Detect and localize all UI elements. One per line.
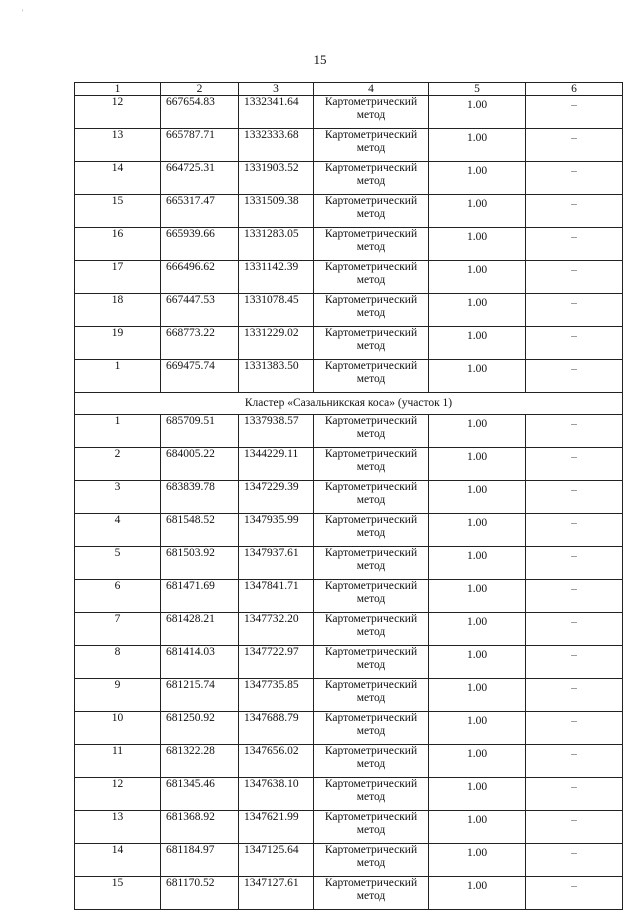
dash-cell: – — [526, 844, 623, 877]
table-row — [75, 195, 623, 228]
page-number: 15 — [313, 52, 327, 67]
dash-cell: – — [526, 96, 623, 129]
accuracy-cell: 1.00 — [429, 162, 526, 195]
point-number-cell: 9 — [75, 679, 161, 712]
dash-cell: – — [526, 360, 623, 393]
coordinates-table — [74, 82, 623, 910]
point-number-cell: 15 — [75, 877, 161, 910]
dash-cell: – — [526, 811, 623, 844]
table-row — [75, 778, 623, 811]
dash-cell: – — [526, 679, 623, 712]
x-coordinate-cell: 681503.92 — [161, 547, 239, 580]
method-cell: Картометрический метод — [314, 448, 429, 481]
method-cell: Картометрический метод — [314, 195, 429, 228]
x-coordinate-cell: 681548.52 — [161, 514, 239, 547]
method-cell: Картометрический метод — [314, 129, 429, 162]
table-row — [75, 646, 623, 679]
method-cell: Картометрический метод — [314, 96, 429, 129]
x-coordinate-cell: 681471.69 — [161, 580, 239, 613]
x-coordinate-cell: 681428.21 — [161, 613, 239, 646]
y-coordinate-cell: 1331142.39 — [239, 261, 314, 294]
dash-cell: – — [526, 646, 623, 679]
method-cell: Картометрический метод — [314, 844, 429, 877]
table-row — [75, 547, 623, 580]
accuracy-cell: 1.00 — [429, 712, 526, 745]
point-number-cell: 10 — [75, 712, 161, 745]
table-row — [75, 481, 623, 514]
header-cell: 5 — [429, 83, 526, 96]
y-coordinate-cell: 1347722.97 — [239, 646, 314, 679]
method-cell: Картометрический метод — [314, 294, 429, 327]
dash-cell: – — [526, 514, 623, 547]
x-coordinate-cell: 684005.22 — [161, 448, 239, 481]
accuracy-cell: 1.00 — [429, 844, 526, 877]
accuracy-cell: 1.00 — [429, 679, 526, 712]
header-cell: 4 — [314, 83, 429, 96]
point-number-cell: 4 — [75, 514, 161, 547]
header-row — [75, 83, 623, 96]
table-row — [75, 745, 623, 778]
dash-cell: – — [526, 327, 623, 360]
accuracy-cell: 1.00 — [429, 448, 526, 481]
table-row — [75, 712, 623, 745]
y-coordinate-cell: 1337938.57 — [239, 415, 314, 448]
point-number-cell: 8 — [75, 646, 161, 679]
header-cell: 2 — [161, 83, 239, 96]
accuracy-cell: 1.00 — [429, 195, 526, 228]
cluster-title: Кластер «Сазальникская коса» (участок 1) — [75, 393, 623, 415]
method-cell: Картометрический метод — [314, 327, 429, 360]
accuracy-cell: 1.00 — [429, 96, 526, 129]
accuracy-cell: 1.00 — [429, 129, 526, 162]
header-cell: 3 — [239, 83, 314, 96]
y-coordinate-cell: 1331078.45 — [239, 294, 314, 327]
y-coordinate-cell: 1347229.39 — [239, 481, 314, 514]
point-number-cell: 1 — [75, 360, 161, 393]
x-coordinate-cell: 667447.53 — [161, 294, 239, 327]
x-coordinate-cell: 681250.92 — [161, 712, 239, 745]
x-coordinate-cell: 681184.97 — [161, 844, 239, 877]
dash-cell: – — [526, 448, 623, 481]
point-number-cell: 1 — [75, 415, 161, 448]
x-coordinate-cell: 665939.66 — [161, 228, 239, 261]
accuracy-cell: 1.00 — [429, 778, 526, 811]
dash-cell: – — [526, 712, 623, 745]
point-number-cell: 12 — [75, 96, 161, 129]
table-row — [75, 294, 623, 327]
x-coordinate-cell: 681215.74 — [161, 679, 239, 712]
x-coordinate-cell: 667654.83 — [161, 96, 239, 129]
point-number-cell: 6 — [75, 580, 161, 613]
dash-cell: – — [526, 547, 623, 580]
accuracy-cell: 1.00 — [429, 261, 526, 294]
y-coordinate-cell: 1331383.50 — [239, 360, 314, 393]
table-row — [75, 514, 623, 547]
dash-cell: – — [526, 745, 623, 778]
x-coordinate-cell: 681345.46 — [161, 778, 239, 811]
point-number-cell: 14 — [75, 162, 161, 195]
accuracy-cell: 1.00 — [429, 646, 526, 679]
dash-cell: – — [526, 778, 623, 811]
table-row — [75, 96, 623, 129]
method-cell: Картометрический метод — [314, 712, 429, 745]
y-coordinate-cell: 1331283.05 — [239, 228, 314, 261]
table-row — [75, 360, 623, 393]
dash-cell: – — [526, 162, 623, 195]
accuracy-cell: 1.00 — [429, 481, 526, 514]
method-cell: Картометрический метод — [314, 547, 429, 580]
method-cell: Картометрический метод — [314, 778, 429, 811]
method-cell: Картометрический метод — [314, 877, 429, 910]
accuracy-cell: 1.00 — [429, 811, 526, 844]
y-coordinate-cell: 1347127.61 — [239, 877, 314, 910]
y-coordinate-cell: 1347621.99 — [239, 811, 314, 844]
x-coordinate-cell: 665787.71 — [161, 129, 239, 162]
header-cell: 1 — [75, 83, 161, 96]
y-coordinate-cell: 1332333.68 — [239, 129, 314, 162]
accuracy-cell: 1.00 — [429, 360, 526, 393]
accuracy-cell: 1.00 — [429, 327, 526, 360]
x-coordinate-cell: 681170.52 — [161, 877, 239, 910]
dash-cell: – — [526, 580, 623, 613]
point-number-cell: 7 — [75, 613, 161, 646]
x-coordinate-cell: 664725.31 — [161, 162, 239, 195]
dash-cell: – — [526, 195, 623, 228]
dash-cell: – — [526, 294, 623, 327]
y-coordinate-cell: 1344229.11 — [239, 448, 314, 481]
y-coordinate-cell: 1347841.71 — [239, 580, 314, 613]
method-cell: Картометрический метод — [314, 679, 429, 712]
y-coordinate-cell: 1347935.99 — [239, 514, 314, 547]
x-coordinate-cell: 668773.22 — [161, 327, 239, 360]
method-cell: Картометрический метод — [314, 811, 429, 844]
method-cell: Картометрический метод — [314, 745, 429, 778]
point-number-cell: 13 — [75, 811, 161, 844]
accuracy-cell: 1.00 — [429, 745, 526, 778]
method-cell: Картометрический метод — [314, 646, 429, 679]
x-coordinate-cell: 665317.47 — [161, 195, 239, 228]
scan-mark: ' — [22, 8, 24, 17]
dash-cell: – — [526, 129, 623, 162]
x-coordinate-cell: 681322.28 — [161, 745, 239, 778]
method-cell: Картометрический метод — [314, 360, 429, 393]
accuracy-cell: 1.00 — [429, 547, 526, 580]
y-coordinate-cell: 1347937.61 — [239, 547, 314, 580]
y-coordinate-cell: 1347125.64 — [239, 844, 314, 877]
point-number-cell: 3 — [75, 481, 161, 514]
y-coordinate-cell: 1331509.38 — [239, 195, 314, 228]
table-row — [75, 580, 623, 613]
table-row — [75, 613, 623, 646]
x-coordinate-cell: 681368.92 — [161, 811, 239, 844]
point-number-cell: 16 — [75, 228, 161, 261]
table-row — [75, 811, 623, 844]
accuracy-cell: 1.00 — [429, 877, 526, 910]
x-coordinate-cell: 685709.51 — [161, 415, 239, 448]
dash-cell: – — [526, 415, 623, 448]
accuracy-cell: 1.00 — [429, 228, 526, 261]
x-coordinate-cell: 669475.74 — [161, 360, 239, 393]
table-row — [75, 844, 623, 877]
table-row — [75, 228, 623, 261]
point-number-cell: 11 — [75, 745, 161, 778]
dash-cell: – — [526, 261, 623, 294]
table-row — [75, 162, 623, 195]
accuracy-cell: 1.00 — [429, 613, 526, 646]
dash-cell: – — [526, 613, 623, 646]
table-row — [75, 327, 623, 360]
accuracy-cell: 1.00 — [429, 514, 526, 547]
x-coordinate-cell: 681414.03 — [161, 646, 239, 679]
x-coordinate-cell: 666496.62 — [161, 261, 239, 294]
table-row — [75, 261, 623, 294]
method-cell: Картометрический метод — [314, 261, 429, 294]
y-coordinate-cell: 1332341.64 — [239, 96, 314, 129]
point-number-cell: 5 — [75, 547, 161, 580]
accuracy-cell: 1.00 — [429, 294, 526, 327]
x-coordinate-cell: 683839.78 — [161, 481, 239, 514]
table-row — [75, 415, 623, 448]
method-cell: Картометрический метод — [314, 228, 429, 261]
point-number-cell: 12 — [75, 778, 161, 811]
table-body — [75, 83, 623, 910]
table-row — [75, 448, 623, 481]
y-coordinate-cell: 1331229.02 — [239, 327, 314, 360]
point-number-cell: 18 — [75, 294, 161, 327]
method-cell: Картометрический метод — [314, 580, 429, 613]
y-coordinate-cell: 1331903.52 — [239, 162, 314, 195]
table-row — [75, 877, 623, 910]
table-row — [75, 679, 623, 712]
y-coordinate-cell: 1347638.10 — [239, 778, 314, 811]
point-number-cell: 19 — [75, 327, 161, 360]
y-coordinate-cell: 1347656.02 — [239, 745, 314, 778]
method-cell: Картометрический метод — [314, 481, 429, 514]
method-cell: Картометрический метод — [314, 162, 429, 195]
method-cell: Картометрический метод — [314, 415, 429, 448]
point-number-cell: 15 — [75, 195, 161, 228]
y-coordinate-cell: 1347688.79 — [239, 712, 314, 745]
table-row — [75, 129, 623, 162]
accuracy-cell: 1.00 — [429, 580, 526, 613]
point-number-cell: 14 — [75, 844, 161, 877]
point-number-cell: 2 — [75, 448, 161, 481]
accuracy-cell: 1.00 — [429, 415, 526, 448]
method-cell: Картометрический метод — [314, 613, 429, 646]
y-coordinate-cell: 1347732.20 — [239, 613, 314, 646]
dash-cell: – — [526, 877, 623, 910]
y-coordinate-cell: 1347735.85 — [239, 679, 314, 712]
dash-cell: – — [526, 228, 623, 261]
method-cell: Картометрический метод — [314, 514, 429, 547]
header-cell: 6 — [526, 83, 623, 96]
dash-cell: – — [526, 481, 623, 514]
point-number-cell: 17 — [75, 261, 161, 294]
cluster-header-row — [75, 393, 623, 415]
point-number-cell: 13 — [75, 129, 161, 162]
